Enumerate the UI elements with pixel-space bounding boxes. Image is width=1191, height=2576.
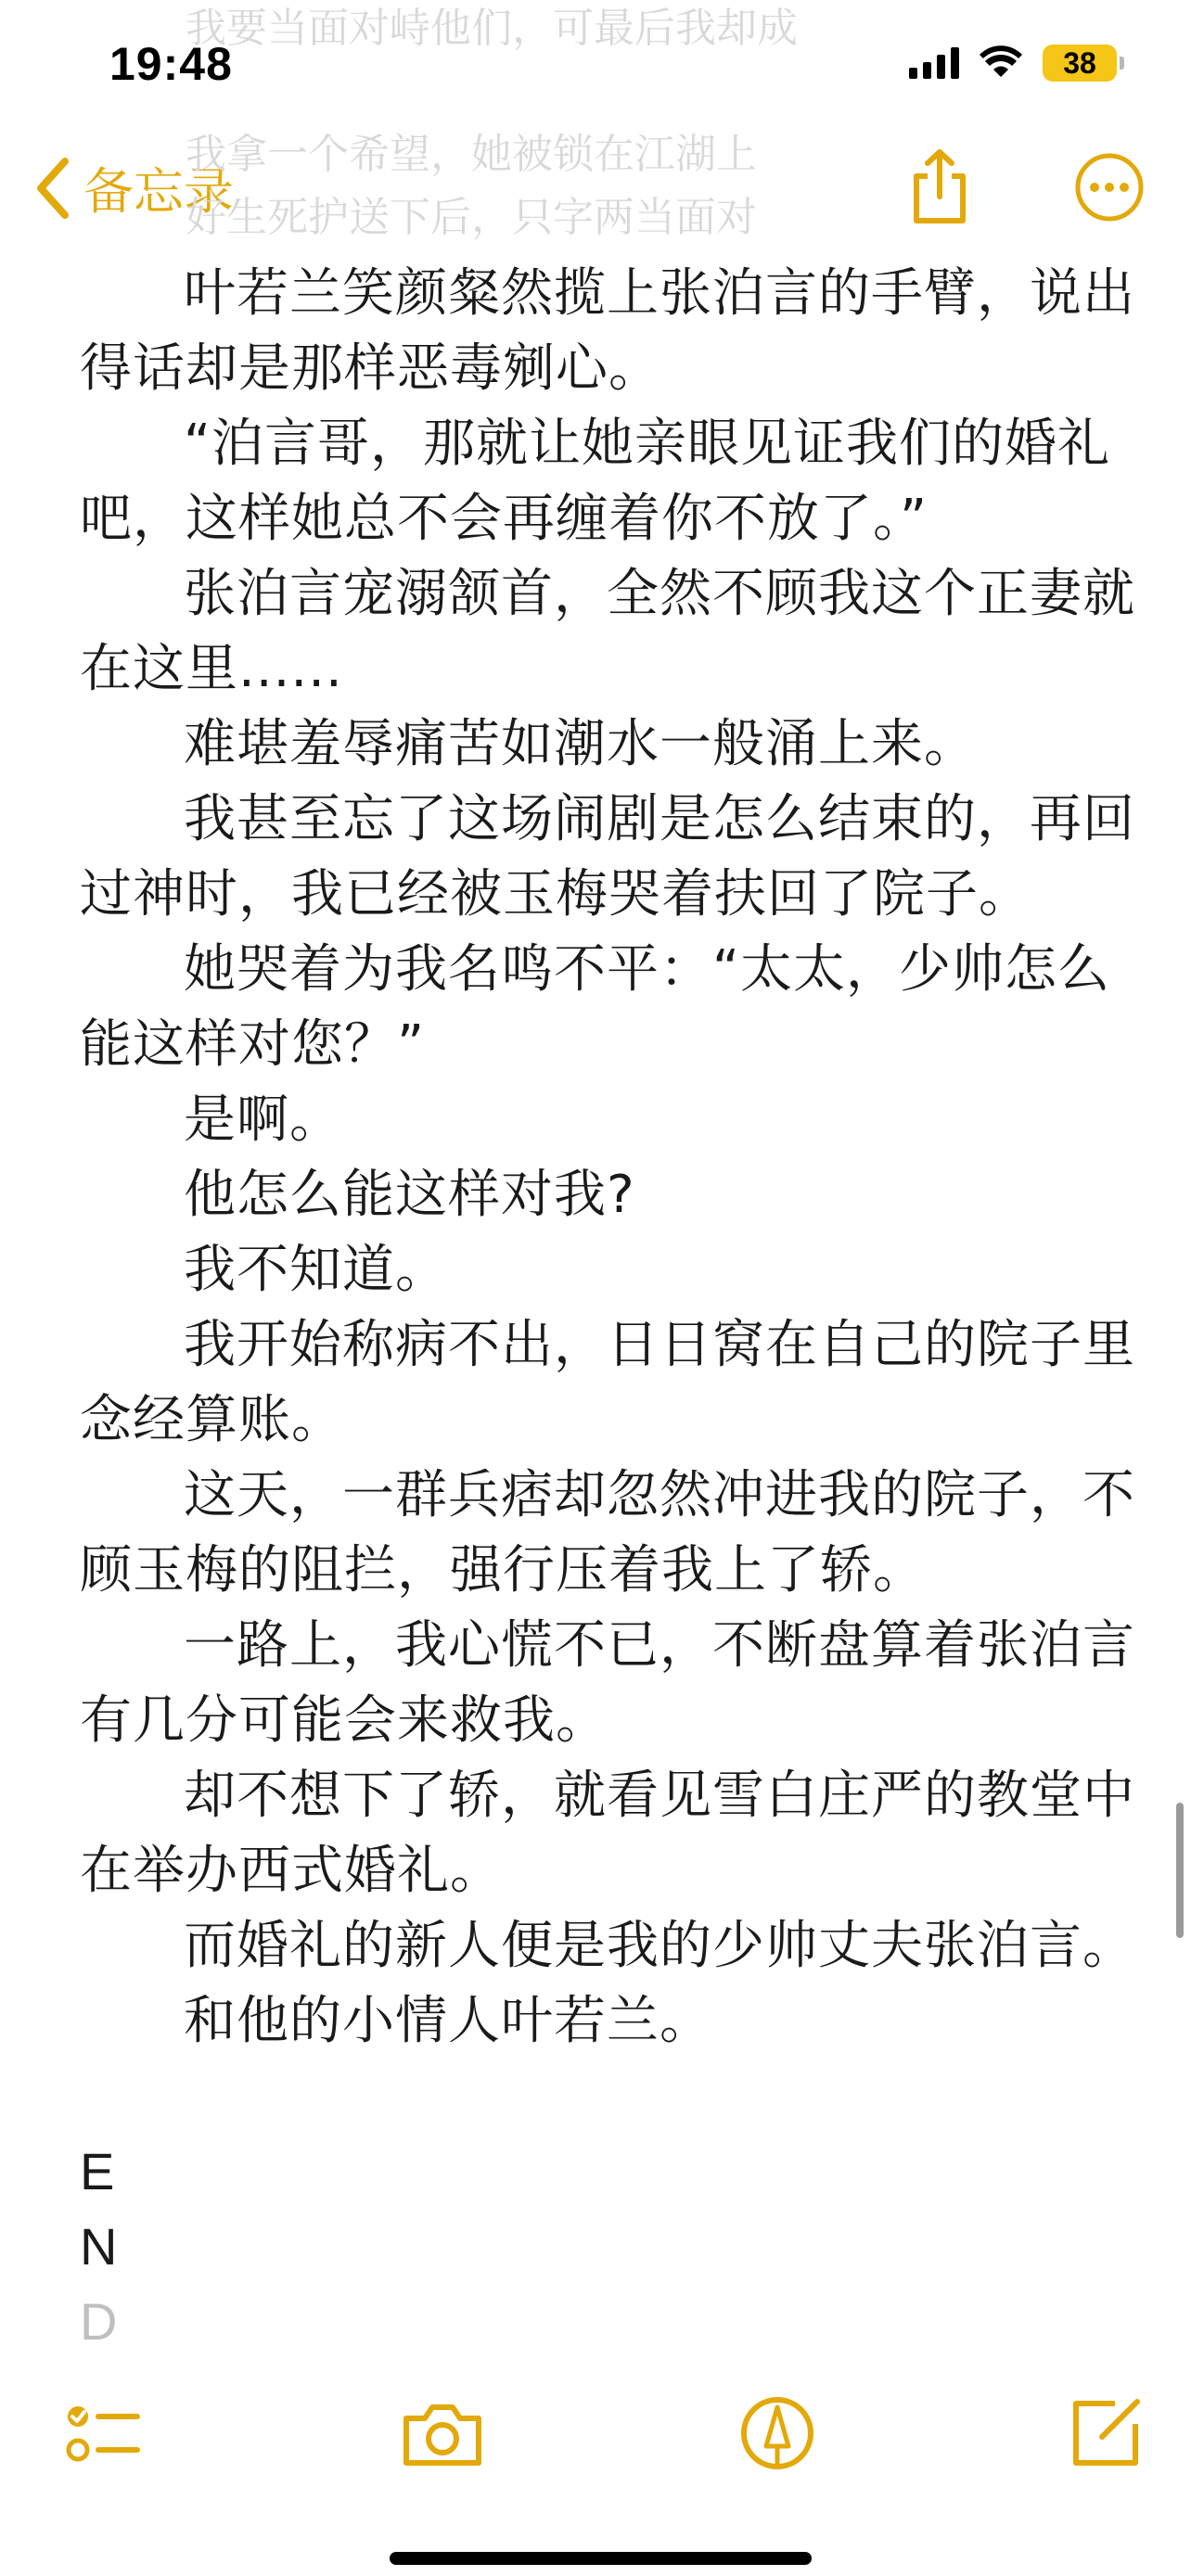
markup-pen-icon[interactable] xyxy=(738,2394,816,2472)
camera-icon[interactable] xyxy=(401,2394,484,2472)
bottom-toolbar xyxy=(0,2374,1191,2576)
note-paragraph: “泊言哥，那就让她亲眼见证我们的婚礼吧，这样她总不会再缠着你不放了。” xyxy=(80,414,1111,549)
note-paragraph: 这天，一群兵痞却忽然冲进我的院子，不顾玉梅的阻拦，强行压着我上了轿。 xyxy=(80,1465,1135,1600)
scrolled-text-behind-nav xyxy=(186,184,1113,243)
end-letter: E xyxy=(80,2142,115,2200)
chevron-left-icon xyxy=(33,156,70,221)
status-time: 19:48 xyxy=(109,38,233,90)
note-paragraph: 我甚至忘了这场闹剧是怎么结束的，再回过神时，我已经被玉梅哭着扶回了院子。 xyxy=(80,789,1135,925)
scrolled-text-behind-header xyxy=(186,0,1113,54)
home-indicator[interactable] xyxy=(390,2552,812,2565)
note-paragraph: 和他的小情人叶若兰。 xyxy=(184,1991,712,2051)
note-paragraph: 我不知道。 xyxy=(184,1240,448,1300)
note-paragraph: 张泊言宠溺颔首，全然不顾我这个正妻就在这里...... xyxy=(80,564,1135,699)
note-paragraph: 难堪羞辱痛苦如潮水一般涌上来。 xyxy=(184,714,977,774)
back-label: 备忘录 xyxy=(83,162,234,221)
battery-level: 38 xyxy=(1063,45,1096,80)
scrolled-text-behind-nav xyxy=(186,121,1113,180)
blank-line xyxy=(80,2059,1137,2134)
end-letter: D xyxy=(80,2292,118,2351)
ghost-line: 我拿一个希望，她被锁在江湖上 xyxy=(186,131,757,178)
ghost-line: 我要当面对峙他们，可最后我却成 xyxy=(186,5,798,52)
scroll-indicator[interactable] xyxy=(1176,1803,1184,1938)
note-paragraph: 一路上，我心慌不已，不断盘算着张泊言有几分可能会来救我。 xyxy=(80,1615,1135,1751)
navigation-bar xyxy=(0,131,1191,250)
note-paragraph: 而婚礼的新人便是我的少帅丈夫张泊言。 xyxy=(184,1916,1135,1976)
compose-icon[interactable] xyxy=(1067,2394,1145,2472)
ghost-line: 好生死护送下后，只字两当面对 xyxy=(186,194,757,241)
note-paragraph: 他怎么能这样对我? xyxy=(184,1165,635,1225)
checklist-icon[interactable] xyxy=(65,2394,143,2472)
note-paragraph: 叶若兰笑颜粲然揽上张泊言的手臂，说出得话却是那样恶毒剜心。 xyxy=(80,263,1135,399)
note-paragraph: 我开始称病不出，日日窝在自己的院子里念经算账。 xyxy=(80,1315,1135,1450)
end-letter: N xyxy=(80,2217,118,2276)
note-paragraph: 是啊。 xyxy=(184,1090,342,1150)
note-paragraph: 却不想下了轿，就看见雪白庄严的教堂中在举办西式婚礼。 xyxy=(80,1766,1135,1901)
note-body[interactable] xyxy=(80,256,1137,2351)
note-paragraph: 她哭着为我名鸣不平：“太太，少帅怎么能这样对您？” xyxy=(80,939,1111,1075)
